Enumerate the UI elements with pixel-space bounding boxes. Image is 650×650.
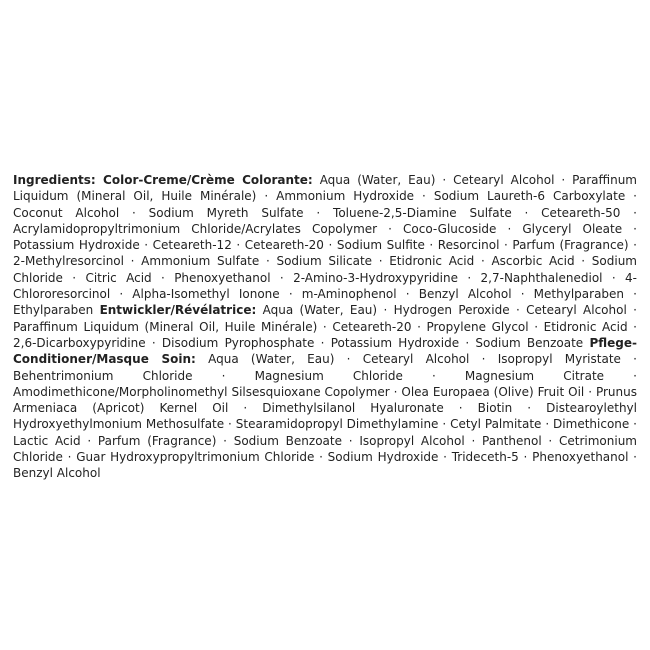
conditioner-label: Pflege-Conditioner/Masque Soin:: [13, 335, 637, 367]
ingredients-list: [13, 172, 637, 482]
color-creme-label: Ingredients: Color-Creme/Crème Colorante:: [13, 173, 313, 187]
developer-label: Entwickler/Révélatrice:: [99, 303, 257, 318]
conditioner-ingredients: Aqua (Water, Eau) · Cetearyl Alcohol · Isopropyl Myristate · Behentrimonium Chloride · Magnesium Chloride · Magnesium Citrate · Amodimethicone/Morpholinomethyl Silsesquioxane Copolymer · Olea Europaea (Olive) Fruit Oil · Prunus Armeniaca (Apricot) Kernel Oil · Dimethylsilanol Hyaluronate · Biotin · Distearoylethyl Hydroxyethylmonium Methosulfate · Stearamidopropyl Dimethylamine · Cetyl Palmitate · Dimethicone · Lactic Acid · Parfum (Fragrance) · Sodium Benzoate · Isopropyl Alcohol · Panthenol · Cetrimonium Chloride · Guar Hydroxypropyltrimonium Chloride · Sodium Hydroxide · Trideceth-5 · Phenoxyethanol · Benzyl Alcohol: [13, 352, 637, 481]
color-creme-ingredients: Aqua (Water, Eau) · Cetearyl Alcohol · Paraffinum Liquidum (Mineral Oil, Huile Minérale) · Ammonium Hydroxide · Sodium Laureth-6 Carboxylate · Coconut Alcohol · Sodium Myreth Sulfate · Toluene-2,5-Diamine Sulfate · Ceteareth-50 · Acrylamidopropyltrimonium Chloride/Acrylates Copolymer · Coco-Glucoside · Glyceryl Oleate · Potassium Hydroxide · Ceteareth-12 · Ceteareth-20 · Sodium Sulfite · Resorcinol · Parfum (Fragrance) · 2-Methylresorcinol · Ammonium Sulfate · Sodium Silicate · Etidronic Acid · Ascorbic Acid · Sodium Chloride · Citric Acid · Phenoxyethanol · 2-Amino-3-Hydroxypyridine · 2,7-Naphthalenediol · 4-Chlororesorcinol · Alpha-Isomethyl Ionone · m-Aminophenol · Benzyl Alcohol · Methylparaben · Ethylparaben: [13, 173, 637, 318]
developer-ingredients: Aqua (Water, Eau) · Hydrogen Peroxide · Cetearyl Alcohol · Paraffinum Liquidum (Mineral Oil, Huile Minérale) · Ceteareth-20 · Propylene Glycol · Etidronic Acid · 2,6-Dicarboxypyridine · Disodium Pyrophosphate · Potassium Hydroxide · Sodium Benzoate: [13, 303, 637, 350]
